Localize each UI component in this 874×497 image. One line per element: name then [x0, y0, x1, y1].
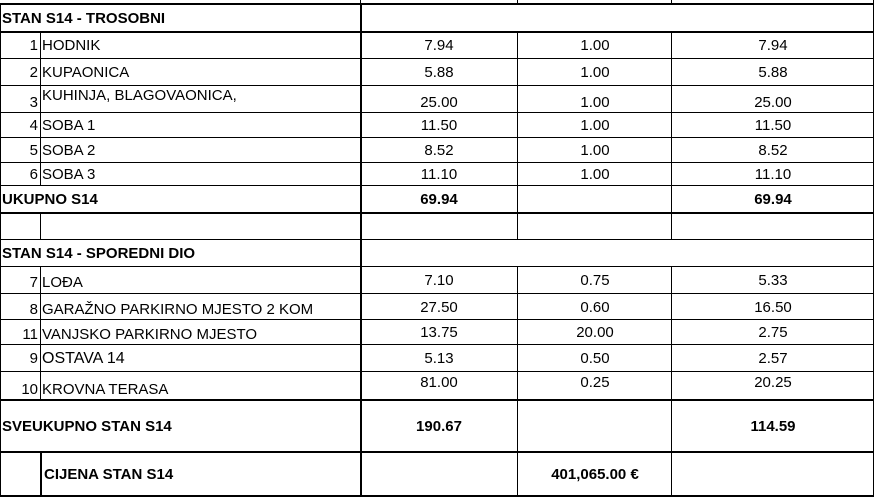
grid-line — [360, 3, 362, 497]
grid-line — [671, 266, 672, 497]
room-name: VANJSKO PARKIRNO MJESTO — [42, 326, 258, 343]
row-number: 7 — [29, 274, 38, 291]
grid-line — [0, 344, 874, 345]
grid-line — [671, 212, 672, 240]
result-value: 11.10 — [754, 166, 792, 183]
room-name: LOĐA — [42, 274, 83, 291]
price-value: 401,065.00 € — [551, 466, 639, 483]
coef-value: 1.00 — [580, 142, 610, 159]
room-name: GARAŽNO PARKIRNO MJESTO 2 KOM — [42, 301, 314, 318]
coef-value: 20.00 — [576, 324, 614, 341]
coef-value: 1.00 — [580, 37, 610, 54]
total-area: 69.94 — [420, 191, 458, 208]
grid-line — [517, 212, 518, 240]
area-value: 25.00 — [420, 94, 458, 111]
result-value: 11.50 — [754, 117, 792, 134]
area-value: 81.00 — [420, 374, 458, 391]
result-value: 20.25 — [754, 374, 792, 391]
coef-value: 0.60 — [580, 298, 610, 316]
result-value: 5.88 — [758, 64, 788, 81]
grand-total-label: SVEUKUPNO STAN S14 — [2, 417, 172, 435]
row-number: 10 — [21, 381, 38, 398]
row-number: 9 — [29, 350, 38, 367]
room-name: SOBA 2 — [42, 142, 96, 159]
grid-line — [0, 3, 874, 5]
result-value: 7.94 — [758, 37, 788, 54]
room-name: SOBA 1 — [42, 117, 96, 134]
section-title-sporedni: STAN S14 - SPOREDNI DIO — [2, 245, 196, 262]
row-number: 4 — [29, 117, 38, 134]
area-value: 11.50 — [420, 117, 458, 134]
coef-value: 1.00 — [580, 166, 610, 183]
result-value: 5.33 — [758, 272, 788, 289]
grid-line — [0, 371, 874, 372]
grid-line — [0, 162, 874, 163]
area-value: 7.94 — [424, 37, 454, 54]
area-value: 8.52 — [424, 142, 454, 159]
section-title-trosobni: STAN S14 - TROSOBNI — [2, 9, 166, 27]
coef-value: 1.00 — [580, 117, 610, 134]
price-label: CIJENA STAN S14 — [44, 466, 174, 483]
grid-line — [0, 137, 874, 138]
grid-line — [671, 31, 672, 212]
grid-line — [517, 266, 518, 497]
result-value: 8.52 — [758, 142, 788, 159]
total-label: UKUPNO S14 — [2, 191, 98, 208]
row-number: 2 — [29, 64, 38, 81]
room-name: SOBA 3 — [42, 166, 96, 183]
grid-line — [0, 58, 874, 59]
grid-line — [0, 112, 874, 113]
total-result: 69.94 — [754, 191, 792, 208]
grid-line — [40, 212, 41, 240]
row-number: 5 — [29, 142, 38, 159]
grid-line — [0, 185, 874, 186]
area-value: 13.75 — [420, 324, 458, 341]
grid-line — [0, 319, 874, 320]
area-value: 11.10 — [420, 166, 458, 183]
room-name: KUHINJA, BLAGOVAONICA, — [42, 87, 237, 104]
room-name: KROVNA TERASA — [42, 381, 169, 398]
grid-line — [40, 451, 42, 497]
row-number: 6 — [29, 166, 38, 183]
coef-value: 1.00 — [580, 64, 610, 81]
grid-line — [0, 293, 874, 294]
result-value: 16.50 — [754, 298, 792, 316]
grand-total-area: 190.67 — [416, 417, 462, 435]
result-value: 2.57 — [758, 350, 788, 367]
room-name: OSTAVA 14 — [42, 349, 125, 367]
coef-value: 0.50 — [580, 350, 610, 367]
grid-line — [0, 451, 874, 453]
grid-line — [0, 85, 874, 86]
row-number: 8 — [29, 301, 38, 318]
grid-line — [0, 3, 1, 497]
area-value: 5.13 — [424, 350, 454, 367]
result-value: 2.75 — [758, 324, 788, 341]
coef-value: 1.00 — [580, 94, 610, 111]
row-number: 3 — [29, 94, 38, 111]
area-value: 5.88 — [424, 64, 454, 81]
result-value: 25.00 — [754, 94, 792, 111]
grid-line — [0, 399, 874, 401]
area-value: 7.10 — [424, 272, 454, 289]
grid-line — [40, 31, 41, 186]
row-number: 11 — [22, 326, 38, 343]
row-number: 1 — [29, 37, 38, 54]
area-value: 27.50 — [420, 298, 458, 316]
grid-line — [0, 31, 874, 33]
grid-line — [0, 212, 874, 214]
grid-line — [40, 266, 41, 400]
grid-line — [0, 239, 874, 240]
room-name: HODNIK — [42, 37, 101, 54]
coef-value: 0.75 — [580, 272, 610, 289]
room-name: KUPAONICA — [42, 64, 130, 81]
grid-line — [0, 266, 874, 267]
coef-value: 0.25 — [580, 374, 610, 391]
grid-line — [517, 31, 518, 212]
grand-total-result: 114.59 — [750, 417, 796, 435]
